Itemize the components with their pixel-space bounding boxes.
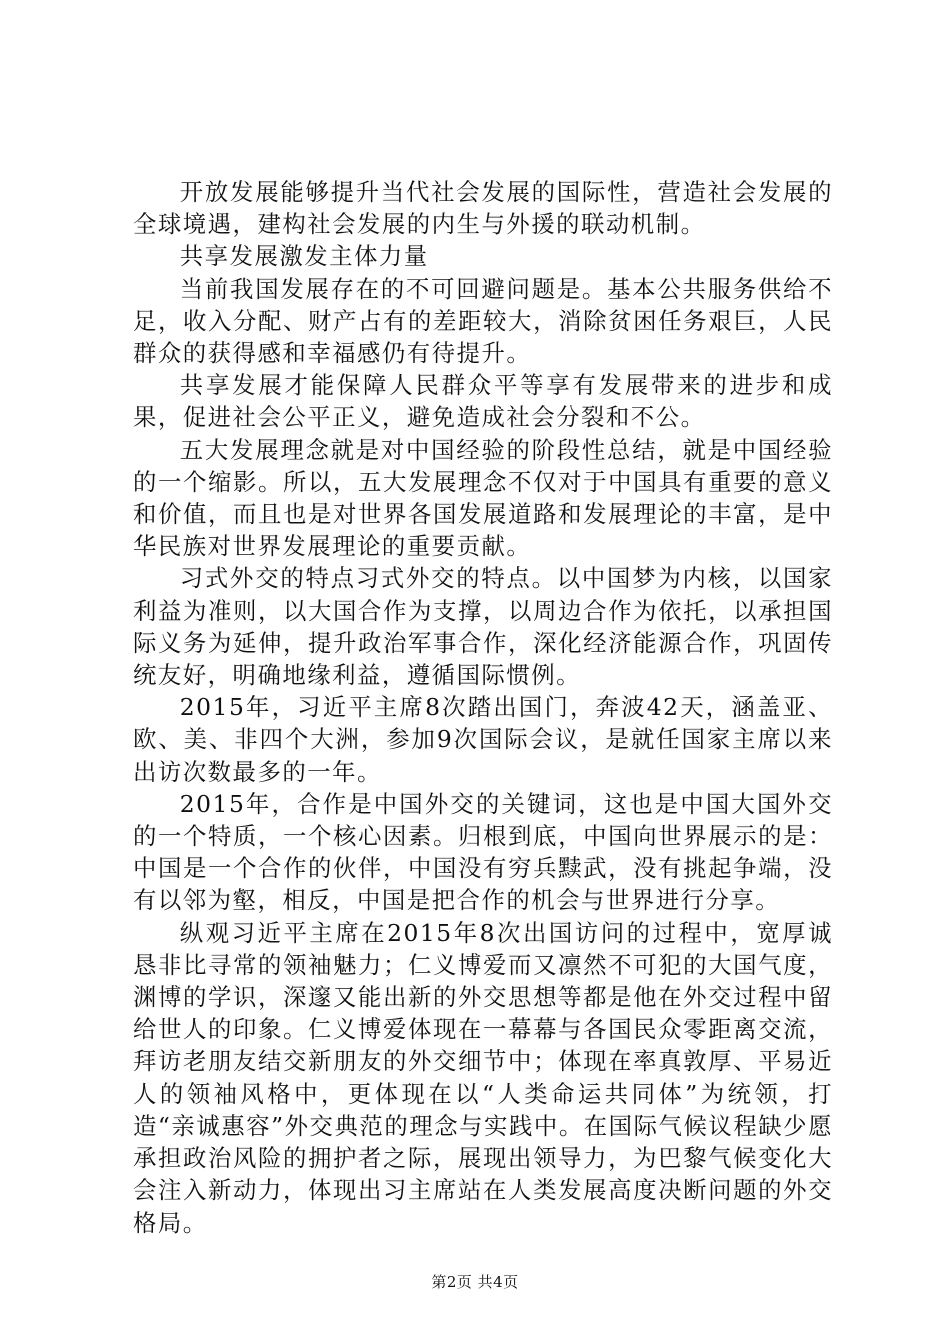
page-number-footer: 第2页 共4页 [431, 1273, 519, 1291]
paragraph: 当前我国发展存在的不可回避问题是。基本公共服务供给不足，收入分配、财产占有的差距较大，消除贫困任务艰巨，人民群众的获得感和幸福感仍有待提升。 [133, 274, 833, 368]
document-body [133, 176, 833, 1239]
paragraph: 开放发展能够提升当代社会发展的国际性，营造社会发展的全球境遇，建构社会发展的内生与外援的联动机制。 [133, 178, 833, 239]
paragraph: 纵观习近平主席在2015年8次出国访问的过程中，宽厚诚恳非比寻常的领袖魅力；仁义博爱而又凛然不可犯的大国气度，渊博的学识，深邃又能出新的外交思想等都是他在外交过程中留给世人的印象。仁义博爱体现在一幕幕与各国民众零距离交流，拜访老朋友结交新朋友的外交细节中；体现在率真敦厚、平易近人的领袖风格中，更体现在以“人类命运共同体”为统领，打造“亲诚惠容”外交典范的理念与实践中。在国际气候议程缺少愿承担政治风险的拥护者之际，展现出领导力，为巴黎气候变化大会注入新动力，体现出习主席站在人类发展高度决断问题的外交格局。 [133, 918, 833, 1237]
section-heading: 共享发展激发主体力量 [179, 242, 429, 271]
paragraph: 2015年，习近平主席8次踏出国门，奔波42天，涵盖亚、欧、美、非四个大洲，参加9次国际会议，是就任国家主席以来出访次数最多的一年。 [133, 693, 833, 786]
paragraph: 习式外交的特点习式外交的特点。以中国梦为内核，以国家利益为准则，以大国合作为支撑，以周边合作为依托，以承担国际义务为延伸，提升政治军事合作，深化经济能源合作，巩固传统友好，明确地缘利益，遵循国际惯例。 [133, 564, 833, 690]
paragraph: 2015年，合作是中国外交的关键词，这也是中国大国外交的一个特质，一个核心因素。归根到底，中国向世界展示的是：中国是一个合作的伙伴，中国没有穷兵黩武，没有挑起争端，没有以邻为壑，相反，中国是把合作的机会与世界进行分享。 [133, 789, 833, 915]
paragraph: 五大发展理念就是对中国经验的阶段性总结，就是中国经验的一个缩影。所以，五大发展理念不仅对于中国具有重要的意义和价值，而且也是对世界各国发展道路和发展理论的丰富，是中华民族对世界发展理论的重要贡献。 [133, 435, 833, 561]
paragraph: 共享发展才能保障人民群众平等享有发展带来的进步和成果，促进社会公平正义，避免造成社会分裂和不公。 [133, 371, 833, 432]
